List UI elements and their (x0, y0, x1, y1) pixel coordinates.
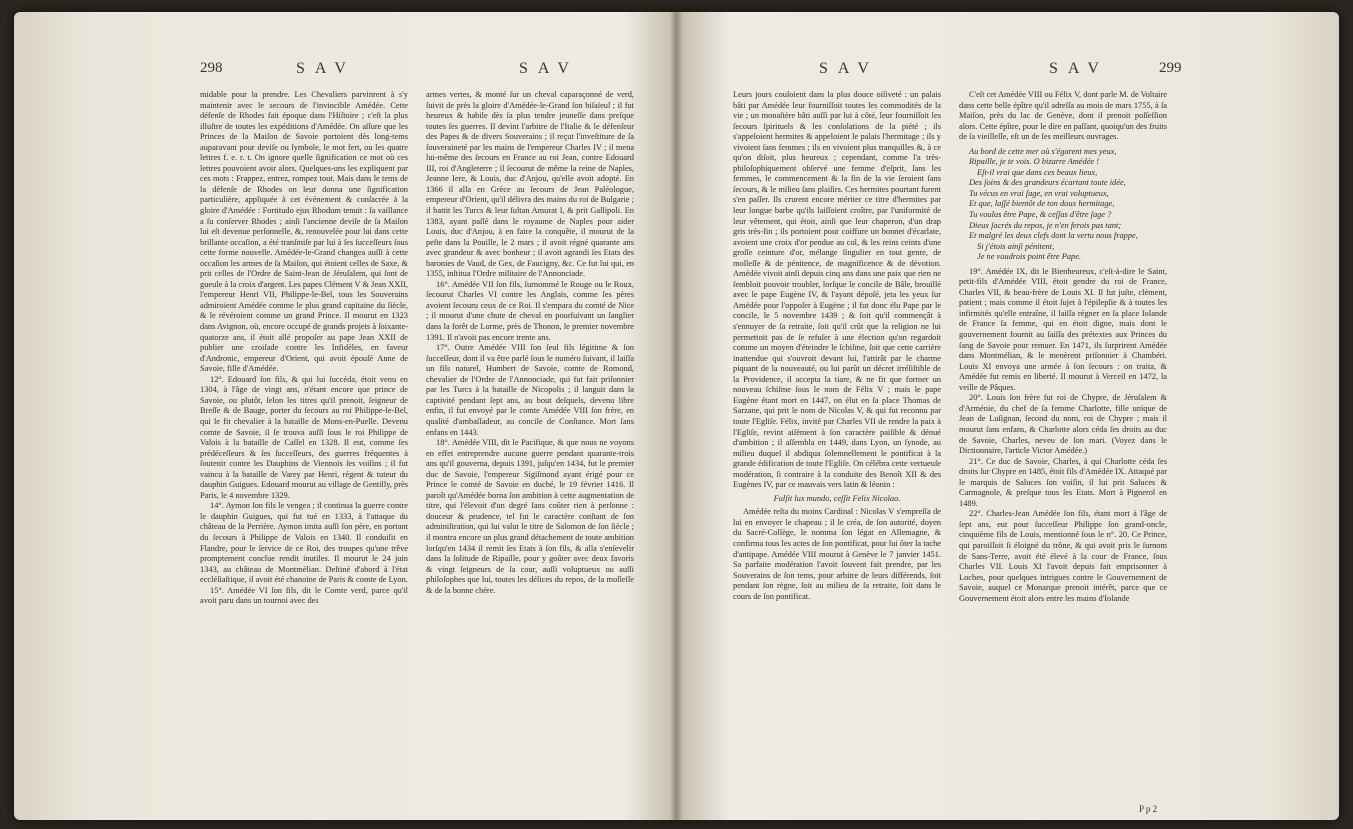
paragraph: armes vertes, & monté ſur un cheval caparaçonné de verd, ſuivit de près la gloire d'Amédée-le-Grand ſon biſaïeul ; il fut heureux & habile dès ſa plus tendre jeuneſſe dans preſque toutes ſes guerres. Il devint l'arbitre de l'Italie & le défenſeur des Papes & de divers Souverains ; il reçut l'inveſtiture de ſa ſouveraineté par les mains de l'empereur Charles IV ; il mena lui-même des ſecours en France au roi Jean, contre Edouard III, roi d'Angleterre ; il ſecourut de même la reine de Naples, Jeanne Iere, & Louis, duc d'Anjou, qu'elle avoit adopté. En 1366 il alla en Grèce au ſecours de Jean Paléologue, empereur d'Orient, qu'il délivra des mains du roi de Bulgarie ; il battit les Turcs & leur ſultan Amurat I, & prit Gallipoli. En 1383, ayant paſſé dans le royaume de Naples pour aider Louis, duc d'Anjou, à en faire la conquête, il mourut de la peſte dans la Pouille, le 2 mars ; il avoit régné quarante ans avec grandeur & avec bonheur ; il avoit agrandi ſes Etats des baronies de Vaud, de Gex, de Faucigny, &c. Ce fut lui qui, en 1355, inſtitua l'Ordre militaire de l'Annonciade. (426, 90, 634, 279)
verse-line: Et que, laſſé bientôt de ton doux hermitage, (969, 199, 1115, 209)
paragraph: 20°. Louis ſon frère fut roi de Chypre, de Jéruſalem & d'Arménie, du chef de ſa femme Charlotte, fille unique de Jean de Luſignan, ſecond du nom, roi de Chypre ; mais il mourut ſans enfans, & Charlotte alors céda ſes droits au duc de Savoie, Charles, neveu de ſon mari. (Voyez dans le Dictionnaire, l'article Victor Amédée.) (959, 393, 1167, 456)
verse-line: Et malgré les deux clefs dont la vertu nous frappe, (969, 231, 1138, 241)
paragraph: 14°. Aymon ſon fils le vengea ; il continua la guerre contre le dauphin Guigues, qui fut tué en 1333, à l'attaque du château de la Perrière. Aymon imita auſſi ſon père, en portant du ſecours à Philippe de Valois en 1340. Il conduiſit en Flandre, pour le ſervice de ce Roi, des troupes qu'une trêve promptement conclue rendit inutiles. Il mourut le 24 juin 1343, au château de Montmélian. Deſtiné d'abord à l'état eccléſiaſtique, il avoit été chanoine de Paris & comte de Lyon. (200, 501, 408, 585)
book-spread (14, 12, 1339, 820)
verse-line: Des ſoins & des grandeurs écartant toute idée, (969, 178, 1126, 188)
running-header-left: SAV (296, 60, 356, 77)
paragraph: 15°. Amédée VI ſon fils, dit le Comte verd, parce qu'il avoit paru dans un tournoi avec des (200, 585, 408, 606)
verse-line: Ripaille, je te vois. O bizarre Amédée ! (969, 157, 1100, 167)
voltaire-verse (969, 147, 1167, 263)
paragraph: 17°. Outre Amédée VIII ſon ſeul fils légitime & ſon ſucceſſeur, dont il va être parlé ſous le numéro ſuivant, il laiſſa un fils naturel, Humbert de Savoie, comte de Romond, chevalier de l'Ordre de l'Annonciade, qui fut fait priſonnier par les Turcs à la bataille de Nicopolis ; il languit dans la captivité pendant ſept ans, au bout deſquels, devenu libre enfin, il fut envoyé par le comte Amédée VIII ſon frère, en qualité d'ambaſſadeur, au concile de Conſtance. Mort ſans enfans en 1443. (426, 343, 634, 437)
paragraph: midable pour la prendre. Les Chevaliers parvinrent à s'y maintenir avec le secours de l'invincible Amédée. Cette défenſe de Rhodes fait époque dans l'Hiſtoire ; c'eſt la plus illuſtre de toutes les expéditions d'Amédée. On aſſure que les Princes de la Maiſon de Savoie portoient dès long-tems auparavant pour deviſe ou ſymbole, le mot fert, ou les quatre lettres f. e. r. t. On ignore quelle ſignification ce mot où ces lettres pouvoient avoir alors. Quelques-uns les expliquent par ces mots : Frappez, entrez, rompez tout. Mais dans le tems de la défenſe de Rhodes on leur donna une ſignification particulière, appliquée à cet événement & conſacrée à la gloire d'Amédée : Fortitudo ejus Rhodum tenuit : ſa vaillance a ſu conſerver Rhodes ; ainſi l'ancienne deviſe de ſa Maiſon lui eſt devenue perſonnelle, &, renouvelée pour lui dans cette brillante occaſion, a été tranſmiſe par lui à ſes ſucceſſeurs ſous cette forme nouvelle. Amédée-le-Grand changea auſſi à cette occaſion les armes de ſa Maiſon, qui étoient celles de Saxe, & prit celles de l'Ordre de Saint-Jean de Jéruſalem, qui ſont de gueule à la croix d'argent. Les papes Clément V & Jean XXII, l'empereur Henri VII, Philippe-le-Bel, tous les Souverains admiroient Amédée comme le plus grand capitaine du ſiècle, & le révéroient comme un grand Prince. Il mourut en 1323 dans Avignon, où, encore occupé de grands projets à ſoixante-quatorze ans, il étoit allé propoſer au pape Jean XXII de publier une croiſade contre les Infidèles, en faveur d'Andronic, empereur d'Orient, qui avoit épouſé Anne de Savoie, fille d'Amédée. (200, 90, 408, 374)
left-column-2 (426, 90, 634, 596)
signature-mark: P p 2 (1139, 804, 1158, 814)
paragraph: Amédée reſta du moins Cardinal : Nicolas V s'empreſſa de lui en envoyer le chapeau ; il le créa, de ſon autorité, doyen du Sacré-Collège, le nomma ſon légat en Allemagne, & confirma tous les actes de ſon pontificat, pour lui ôter la tache d'antipape. Amédée VIII mourut à Genève le 7 janvier 1451. Sa parfaite modération l'avoit ſouvent fait prendre, par les Souverains de ſon tems, pour arbitre de leurs différends, ſoit pendant ſon règne, ſoit au milieu de ſa retraite, ſoit dans le cours de ſon pontificat. (733, 507, 941, 601)
verse-line: Dieux ſacrés du repos, je n'en ferois pas tant; (969, 220, 1122, 230)
running-header-left-col2: SAV (519, 60, 579, 77)
verse-line: Tu voulus être Pape, & ceſſas d'être ſage ? (969, 210, 1112, 220)
paragraph: 16°. Amédée VII ſon fils, ſurnommé le Rouge ou le Roux, ſecourut Charles VI contre les Anglais, comme ſes pères avoient ſecouru ceux de ce Roi. Il s'empara du comté de Nice ; il mourut d'une chute de cheval en pourſuivant un ſanglier dans la forêt de Lorme, près de Thonon, le premier novembre 1391. Il n'avoit pas encore trente ans. (426, 279, 634, 342)
right-page (677, 12, 1339, 820)
verse-line: Si j'étois ainſi pénitent, (977, 241, 1055, 251)
paragraph: 18°. Amédée VIII, dit le Pacifique, & que nous ne voyons en effet entreprendre aucune guerre pendant quarante-trois ans qu'il gouverna, depuis 1391, juſqu'en 1434, fut le premier duc de Savoie, l'empereur Sigiſmond ayant érigé pour ce Prince le comté de Savoie en duché, le 19 février 1416. Il paroît qu'Amédée borna ſon ambition à cette augmentation de titre, qui l'élevoit d'un degré ſans coûter rien à perſonne : douceur & prudence, tel fut le caractère conſtant de ſon adminiſtration, qui lui valut le titre de Salomon de ſon ſiècle ; il montra encore un plus grand détachement de toute ambition lorſqu'en 1434 il remit ſes Etats à ſon fils, & alla s'enſevelir dans la ſolitude de Ripaille, pour y goûter avec deux favoris & vingt ſeigneurs de ſa cour, auſſi voluptueux ou auſſi philoſophes que lui, toutes les délices du repos, de la molleſſe & de la bonne chère. (426, 438, 634, 595)
latin-verse: Fulſit lux mundo, ceſſit Felix Nicolao. (773, 493, 901, 503)
left-page (14, 12, 676, 820)
verse-line: Au bord de cette mer où s'égarent mes yeux, (969, 146, 1117, 156)
paragraph: 12°. Edouard ſon fils, & qui lui ſuccéda, étoit venu en 1304, à l'âge de vingt ans, n'étant encore que prince de Savoie, ou plutôt, ſelon les titres qu'il prenoit, ſeigneur de Breſſe & de Bauge, porter du ſecours au roi Philippe-le-Bel, qui le fit chevalier à la bataille de Mons-en-Puelle. Devenu comte de Savoie, il ſe trouva auſſi ſous le roi Philippe de Valois à la bataille de Caſſel en 1328. Il eut, comme ſes prédéceſſeurs & ſes ſucceſſeurs, des guerres fréquentes à ſoutenir contre les Dauphins de Viennois ſes voiſins ; il fut vaincu à la bataille de Varey par Henri, régent & tuteur du dauphin Guigues. Edouard mourut au village de Gentilly, près Paris, le 4 novembre 1329. (200, 374, 408, 500)
paragraph: 19°. Amédée IX, dit le Bienheureux, c'eſt-à-dire le Saint, petit-fils d'Amédée VIII, étoit gendre du roi de France, Charles VII, & beau-frère de Louis XI. Il fut juſte, clément, patient ; mais comme il étoit ſujet à l'épilepſie & à toutes les infirmités qu'elle entraîne, il laiſſa régner en ſa place Iolande de France ſa femme, qui en étoit digne, mais dont le gouvernement fournit au ſaiſſa des prétextes aux Princes du ſang de Savoie pour remuer. En 1471, ils ſurprirent Amédée dans Montmélian, & le menèrent priſonnier à Chambéri. Louis XI envoya une armée à ſon ſecours : on traita, & Amédée fut remis en liberté. Il mourut à Verceil en 1472, la veille de Pâques. (959, 266, 1167, 392)
paragraph: 21°. Ce duc de Savoie, Charles, à qui Charlotte céda ſes droits ſur Chypre en 1485, étoit fils d'Amédée IX. Attaqué par le marquis de Saluces ſon voiſin, il lui prit Saluces & Carmagnole, & preſque tous ſes Etats. Mort à Pignerol en 1489. (959, 456, 1167, 508)
page-number-right: 299 (1159, 60, 1182, 76)
running-header-right: SAV (1049, 60, 1109, 77)
right-column-2 (959, 90, 1167, 604)
paragraph: C'eſt cet Amédée VIII ou Félix V, dont parle M. de Voltaire dans cette belle épître qu'il adreſſa au mois de mars 1755, à ſa Maiſon, près du lac de Genève, dont il prenoit poſſeſſion alors. Cette épître, pour le dire en paſſant, quoiqu'un des fruits de ſa vieilleſſe, eſt un de ſes meilleurs ouvrages. (959, 90, 1167, 142)
verse-line: Eſt-il vrai que dans ces beaux lieux, (977, 167, 1098, 177)
page-number-left: 298 (200, 60, 223, 76)
right-column-1 (733, 90, 941, 602)
verse-line: Tu vécus en vrai ſage, en vrai voluptueux, (969, 188, 1109, 198)
running-header-right-col1: SAV (819, 60, 879, 77)
paragraph: Leurs jours couloient dans la plus douce oiſiveté : un palais bâti par Amédée leur fourniſſoit toutes les commodités de la vie ; un monaſtère bâti auſſi par lui à côté, leur fourniſſoit les ſecours ſpirituels & les conſolations de la piété ; ils s'appeloient hermites & appeloient le palais l'hermitage ; ils y vivoient ſans femmes ; ils en vivoient plus tranquilles &, à ce qu'on diſoit, plus heureux ; cependant, comme l'a très-philoſophiquement obſervé une femme d'eſprit, ſans les femmes, le commencement & la fin de la vie ſeroient ſans ſecours, & le milieu ſans plaiſirs. Ces hermites pourtant furent s'en paſſer. Ils crurent encore mériter ce titre d'hermites par leur longue barbe qu'ils laiſſoient croître, par l'uniformité de leur vêtement, qui étoit, ainſi que leur chaperon, d'un drap gris très-fin ; ils portoient pour coiffure un bonnet d'écarlate, avoient une croix d'or pendue au col, & les reins ceints d'une groſſe ceinture d'or, mélange ſingulier en tout genre, de molleſſe & de pénitence, de magnificence & de dévotion. Amédée vivoit ainſi depuis cinq ans dans une paix que rien ne ſembloit pouvoir troubler, lorſque le concile de Bâle, brouillé avec le pape Eugène IV, & l'ayant dépoſé, jeta les yeux ſur Amédée pour l'oppoſer à Eugène ; il fut donc élu Pape par le concile, le 5 novembre 1439 ; & ſoit qu'il commençât à s'ennuyer de ſa retraite, ſoit qu'il crût que la religion ne lui permettoit pas de ſe refuſer à une élection qu'on regardoit comme un moyen d'éteindre le ſchiſme, ſoit que cette carrière inattendue qui s'ouvroit devant lui, l'attirât par le charme piquant de la nouveauté, ou lui parût un décret irréſiſtible de la Providence, il accepta la tiare, & ne fit que former un nouveau ſchiſme ſous le nom de Félix V ; mais le pape Eugène étant mort en 1447, on élut en ſa place Thomas de Sarzane, qui prit le nom de Nicolas V, & qui fut reconnu par toute l'Egliſe. Félix, invité par Charles VII de rendre la paix à l'Egliſe, revint aiſément à ſon caractère paiſible & dénué d'ambition ; il aſſembla en 1449, dans Lyon, un ſynode, au milieu duquel il abdiqua ſolemnellement le pontificat à la grande édification de toute l'Egliſe. On célébra cette vertueuſe modération, ſi contraire à la conduite des Benoît XII & des Eugènes IV, par ce mauvais vers latin & léonin : (733, 90, 941, 490)
paragraph: 22°. Charles-Jean Amédée ſon fils, étant mort à l'âge de ſept ans, eut pour ſucceſſeur Philippe ſon grand-oncle, cinquième fils de Louis, mentionné ſous le n°. 20. Ce Prince, qui paroiſſoit ſi éloigné du trône, & qui avoit pris le ſurnom de Sans-Terre, avoit été élevé à la cour de France, ſous Charles VII. Louis XI l'avoit depuis fait emprisonner à Loches, pour quelques intrigues contre le Gouvernement de Savoie, auquel ce Monarque prenoit intérêt, parce que ce Gouvernement étoit alors entre les mains d'Iolande (959, 509, 1167, 603)
verse-line: Je ne voudrois point être Pape. (977, 252, 1082, 262)
left-column-1 (200, 90, 408, 607)
